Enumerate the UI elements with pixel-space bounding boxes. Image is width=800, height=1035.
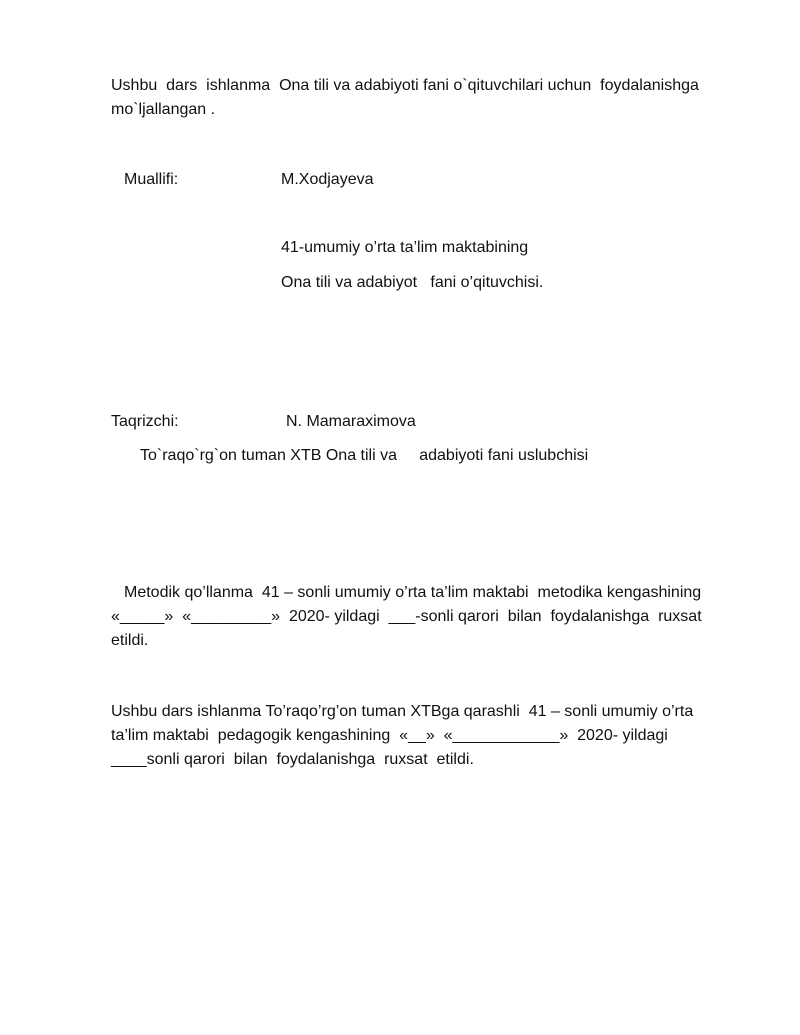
intro-paragraph [111,74,699,122]
author-label: Muallifi: [124,171,179,188]
author-position: Ona tili va adabiyot fani o’qituvchisi. [281,274,544,291]
council-approval-line-3: ____sonli qarori bilan foydalanishga ruxsat etildi. [111,751,474,768]
reviewer-position: To`raqo`rg`on tuman XTB Ona tili va adabiyoti fani uslubchisi [140,447,589,464]
council-approval-paragraph [111,700,693,772]
method-approval-line-3: etildi. [111,632,149,649]
intro-line-1: Ushbu dars ishlanma Ona tili va adabiyoti fani o`qituvchilari uchun foydalanishga [111,77,699,94]
method-approval-line-1: Metodik qo’llanma 41 – sonli umumiy o’rta ta’lim maktabi metodika kengashining [124,584,702,601]
author-name: M.Xodjayeva [281,171,374,188]
method-approval-line-2: «_____» «_________» 2020- yildagi ___-sonli qarori bilan foydalanishga ruxsat [111,608,702,625]
author-school: 41-umumiy o’rta ta’lim maktabining [281,239,529,256]
council-approval-line-2: ta’lim maktabi pedagogik kengashining «__» «____________» 2020- yildagi [111,727,668,744]
intro-line-2: mo`ljallangan . [111,101,216,118]
council-approval-line-1: Ushbu dars ishlanma To’raqo’rg’on tuman XTBga qarashli 41 – sonli umumiy o’rta [111,703,694,720]
reviewer-name: N. Mamaraximova [286,413,416,430]
reviewer-label: Taqrizchi: [111,413,179,430]
method-approval-paragraph [111,581,702,653]
